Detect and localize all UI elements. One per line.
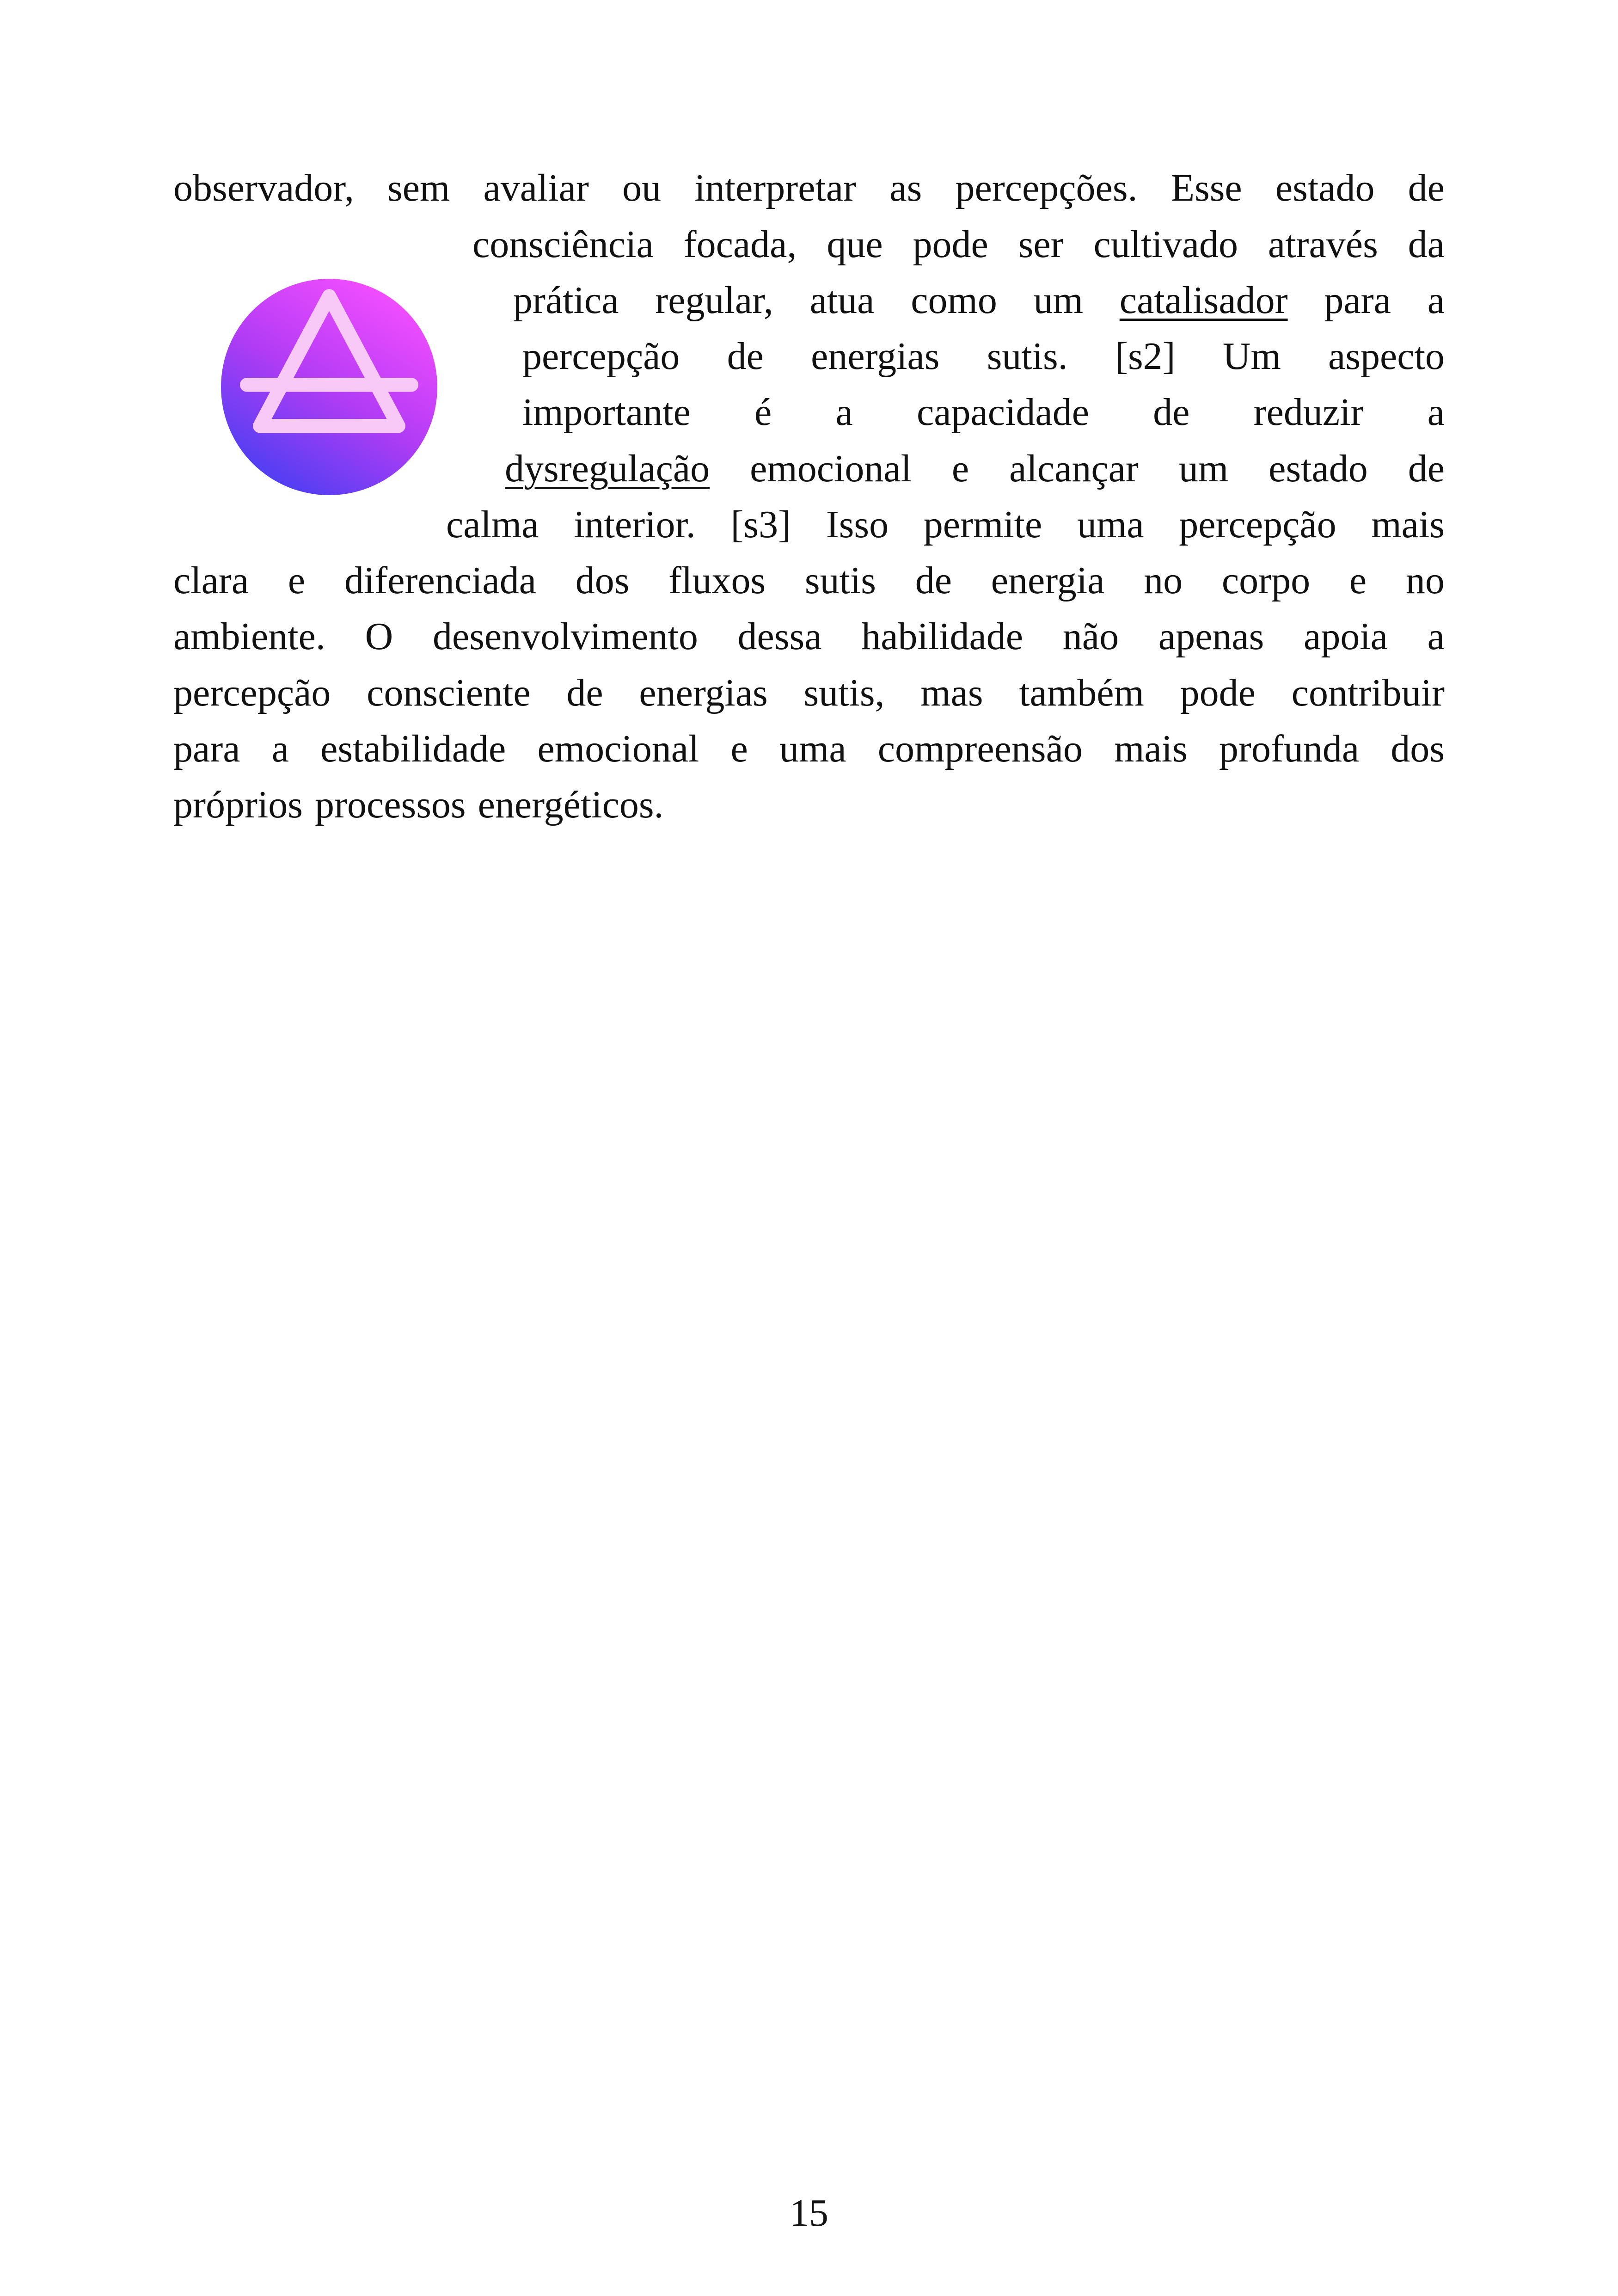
- word: sem: [387, 166, 450, 209]
- word: de: [727, 335, 764, 378]
- word: permite: [923, 503, 1042, 546]
- word: reduzir: [1253, 391, 1364, 434]
- alchemical-air-logo-icon: [221, 279, 437, 495]
- word: dos: [1391, 727, 1445, 770]
- word: energéticos.: [478, 783, 664, 826]
- word: sutis,: [803, 671, 885, 714]
- word: compreensão: [877, 727, 1083, 770]
- word: energia: [991, 559, 1105, 602]
- word: as: [889, 166, 922, 209]
- word: [s3]: [730, 503, 791, 546]
- word: Esse: [1171, 166, 1242, 209]
- word: que: [827, 223, 883, 266]
- word: não: [1062, 615, 1119, 658]
- word: a: [1427, 279, 1445, 322]
- word: de: [1408, 447, 1445, 490]
- word: é: [754, 391, 772, 434]
- word: corpo: [1221, 559, 1311, 602]
- text-line-12: [173, 783, 1445, 826]
- text-line-8: [173, 561, 1445, 600]
- underlined-term: dysregulação: [505, 447, 710, 490]
- word: [s2]: [1115, 335, 1176, 378]
- word: mais: [1114, 727, 1188, 770]
- word: profunda: [1219, 727, 1360, 770]
- word: calma: [446, 503, 539, 546]
- word: a: [1427, 391, 1445, 434]
- word: e: [288, 559, 306, 602]
- text-line-3: [513, 281, 1445, 320]
- word: para: [173, 727, 240, 770]
- word: O: [365, 615, 393, 658]
- text-line-4: [522, 337, 1445, 376]
- word: capacidade: [916, 391, 1089, 434]
- word: aspecto: [1328, 335, 1445, 378]
- word: cultivado: [1093, 223, 1238, 266]
- word: mas: [920, 671, 983, 714]
- word: emocional: [750, 447, 912, 490]
- text-line-10: [173, 671, 1445, 714]
- word: emocional: [537, 727, 699, 770]
- word: contribuir: [1291, 671, 1445, 714]
- word: desenvolvimento: [432, 615, 698, 658]
- text-line-1: [173, 166, 1445, 209]
- word: sutis: [804, 559, 876, 602]
- word: interpretar: [694, 166, 857, 209]
- word: a: [835, 391, 853, 434]
- word: avaliar: [483, 166, 589, 209]
- word: percepção: [173, 671, 331, 714]
- word: através: [1268, 223, 1378, 266]
- word: processos: [314, 783, 466, 826]
- word: para: [1324, 279, 1391, 322]
- text-line-5: [522, 393, 1445, 432]
- word: Um: [1222, 335, 1281, 378]
- word: também: [1019, 671, 1144, 714]
- word: próprios: [173, 783, 303, 826]
- word: ou: [622, 166, 662, 209]
- word: energias: [811, 335, 940, 378]
- word: a: [271, 727, 289, 770]
- word: percepção: [522, 335, 680, 378]
- word: pode: [913, 223, 988, 266]
- word: habilidade: [861, 615, 1024, 658]
- word: ser: [1018, 223, 1064, 266]
- word: de: [1153, 391, 1190, 434]
- text-line-2: [472, 225, 1445, 264]
- word: importante: [522, 391, 691, 434]
- word: dessa: [737, 615, 822, 658]
- word: uma: [779, 727, 846, 770]
- word: mais: [1371, 503, 1445, 546]
- word: a: [1427, 615, 1445, 658]
- word: consciente: [367, 671, 531, 714]
- word: no: [1144, 559, 1183, 602]
- word: como: [911, 279, 997, 322]
- word: clara: [173, 559, 249, 602]
- text-line-7: [446, 505, 1445, 544]
- word: percepções.: [955, 166, 1138, 209]
- word: prática: [513, 279, 619, 322]
- word: uma: [1077, 503, 1144, 546]
- word: estabilidade: [320, 727, 506, 770]
- word: de: [1408, 166, 1445, 209]
- word: apenas: [1158, 615, 1264, 658]
- page-number: 15: [790, 2192, 828, 2235]
- word: e: [1349, 559, 1367, 602]
- word: de: [915, 559, 952, 602]
- word: observador,: [173, 166, 354, 209]
- text-line-9: [173, 617, 1445, 656]
- word: de: [566, 671, 603, 714]
- word: e: [951, 447, 969, 490]
- word: estado: [1275, 166, 1375, 209]
- word: Isso: [826, 503, 889, 546]
- word: percepção: [1179, 503, 1336, 546]
- word: fluxos: [668, 559, 766, 602]
- word: e: [730, 727, 748, 770]
- word: apoia: [1304, 615, 1388, 658]
- word: sutis.: [987, 335, 1068, 378]
- word: no: [1405, 559, 1445, 602]
- word: dos: [575, 559, 630, 602]
- word: energias: [639, 671, 768, 714]
- word: diferenciada: [344, 559, 536, 602]
- word: pode: [1180, 671, 1256, 714]
- word: consciência: [472, 223, 654, 266]
- word: atua: [809, 279, 875, 322]
- word: regular,: [655, 279, 773, 322]
- word: um: [1178, 447, 1229, 490]
- word: ambiente.: [173, 615, 325, 658]
- underlined-term: catalisador: [1119, 279, 1288, 322]
- word: interior.: [574, 503, 696, 546]
- text-line-11: [173, 727, 1445, 770]
- word: um: [1033, 279, 1083, 322]
- text-line-6: [505, 449, 1445, 488]
- word: estado: [1269, 447, 1368, 490]
- word: focada,: [683, 223, 797, 266]
- word: alcançar: [1009, 447, 1139, 490]
- word: da: [1408, 223, 1445, 266]
